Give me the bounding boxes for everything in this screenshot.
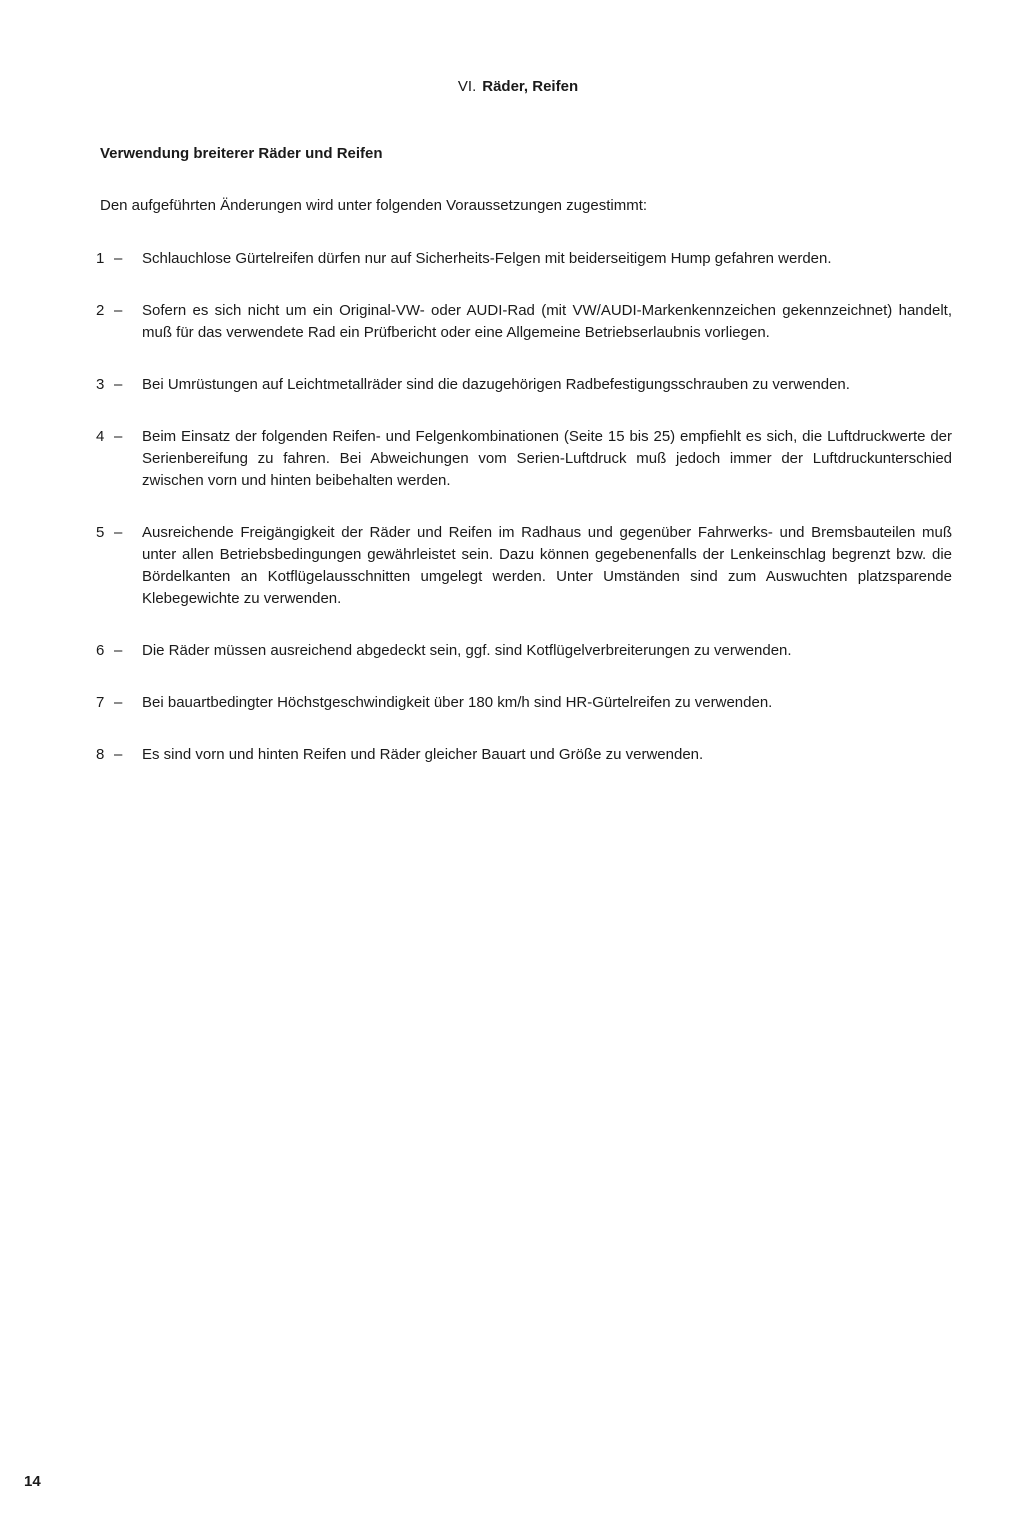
section-number: VI. (457, 78, 477, 95)
list-item (96, 640, 952, 662)
item-text: Sofern es sich nicht um ein Original-VW- oder AUDI-Rad (mit VW/AUDI-Markenkennzeichen gekennzeichnet) handelt, muß für das verwendete Rad ein Prüfbericht oder eine Allgemeine Betriebserlaubnis vorliegen. (142, 302, 952, 341)
intro-paragraph: Den aufgeführten Änderungen wird unter folgenden Voraussetzungen zugestimmt: (100, 197, 648, 214)
list-item (96, 522, 952, 610)
item-dash: – (114, 302, 123, 319)
item-text: Beim Einsatz der folgenden Reifen- und Felgenkombinationen (Seite 15 bis 25) empfiehlt es sich, die Luftdruckwerte der Serienbereifung zu fahren. Bei Abweichungen vom Serien-Luftdruck muß jedoch immer der Luftdruckunterschied zwischen vorn und hinten beibehalten werden. (142, 428, 952, 489)
list-item (96, 300, 952, 344)
item-dash: – (114, 376, 123, 393)
item-number: 5 (96, 524, 105, 541)
subheading: Verwendung breiterer Räder und Reifen (100, 145, 383, 162)
item-dash: – (114, 694, 123, 711)
list-item (96, 426, 952, 492)
item-text: Bei bauartbedingter Höchstgeschwindigkeit über 180 km/h sind HR-Gürtelreifen zu verwenden. (142, 694, 773, 711)
item-number: 3 (96, 376, 105, 393)
item-text: Die Räder müssen ausreichend abgedeckt sein, ggf. sind Kotflügelverbreiterungen zu verwenden. (142, 642, 792, 659)
item-dash: – (114, 250, 123, 267)
item-text: Bei Umrüstungen auf Leichtmetallräder sind die dazugehörigen Radbefestigungsschrauben zu verwenden. (142, 376, 850, 393)
item-number: 6 (96, 642, 105, 659)
list-item (96, 692, 952, 714)
item-dash: – (114, 428, 123, 445)
item-number: 8 (96, 746, 105, 763)
item-text: Ausreichende Freigängigkeit der Räder und Reifen im Radhaus und gegenüber Fahrwerks- und Bremsbauteilen muß unter allen Betriebsbedingungen gewährleistet sein. Dazu können gegebenenfalls der Lenkeinschlag begrenzt bzw. die Bördelkanten an Kotflügelausschnitten umgelegt werden. Unter Umständen sind zum Auswuchten platzsparende Klebegewichte zu verwenden. (142, 524, 952, 607)
section-title-text: Räder, Reifen (482, 78, 579, 95)
item-text: Es sind vorn und hinten Reifen und Räder gleicher Bauart und Größe zu verwenden. (142, 746, 704, 763)
page-number: 14 (24, 1473, 41, 1490)
item-dash: – (114, 746, 123, 763)
section-title (0, 78, 1024, 95)
item-dash: – (114, 524, 123, 541)
item-number: 1 (96, 250, 105, 267)
item-text: Schlauchlose Gürtelreifen dürfen nur auf Sicherheits-Felgen mit beiderseitigem Hump gefahren werden. (142, 250, 832, 267)
list-item (96, 374, 952, 396)
item-dash: – (114, 642, 123, 659)
conditions-list (96, 248, 952, 796)
list-item (96, 248, 952, 270)
item-number: 4 (96, 428, 105, 445)
item-number: 7 (96, 694, 105, 711)
item-number: 2 (96, 302, 105, 319)
list-item (96, 744, 952, 766)
